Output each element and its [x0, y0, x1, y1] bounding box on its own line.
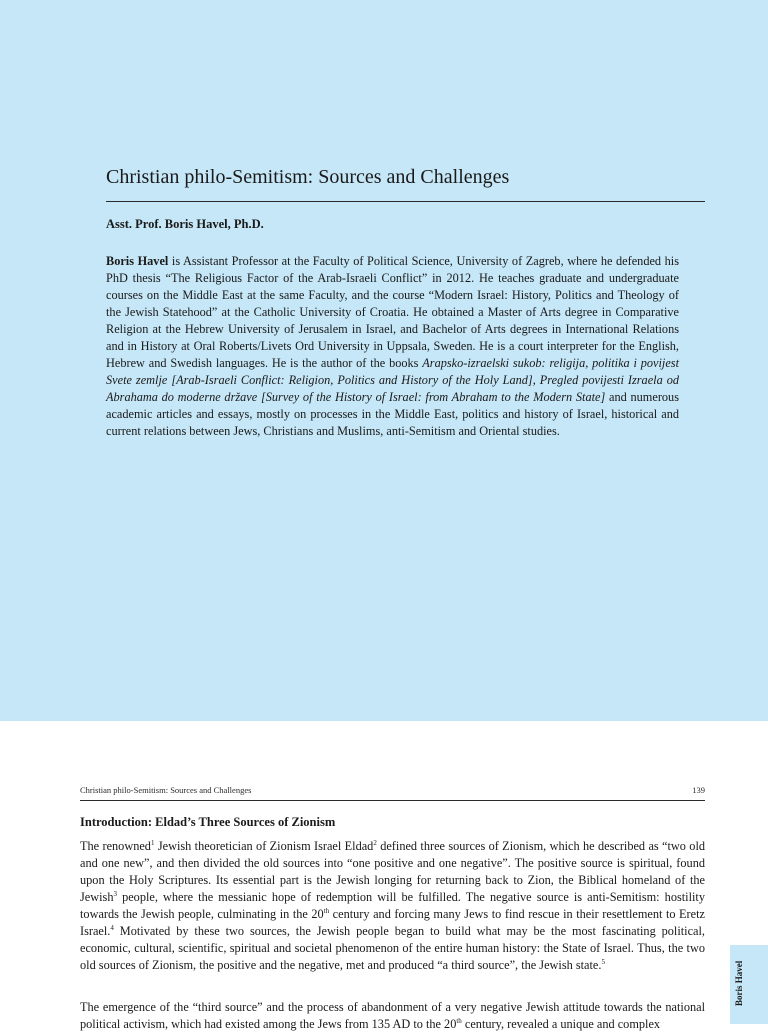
footnote-ref-3[interactable]: 3: [113, 889, 117, 898]
p1-text-e: century and forcing many Jews to find rescue in their resettlement to Eretz Israel.: [80, 907, 705, 938]
ordinal-suffix: th: [323, 906, 330, 915]
footnote-ref-4[interactable]: 4: [110, 923, 114, 932]
author-name: Asst. Prof. Boris Havel, Ph.D.: [106, 217, 264, 231]
p1-text-f: Motivated by these two sources, the Jewish people began to build what may be the most fascinating political, economic, cultural, scientific, spiritual and societal phenomenon of the entire human history: the State of Israel. Thus, the two old sources of Zionism, the positive and the negative, met and produced “a third source”, the Jewish state.: [80, 924, 705, 972]
footnote-ref-1[interactable]: 1: [150, 838, 155, 847]
p1-text-d: people, where the messianic hope of redemption will be fulfilled. The negative source is anti-Semitism: hostility towards the Jewish people, culminating in the 20: [80, 890, 705, 921]
title-divider: [106, 201, 705, 202]
running-head: Christian philo-Semitism: Sources and Challenges: [80, 785, 252, 795]
side-tab-label: Boris Havel: [734, 960, 744, 1006]
bio-text-1: is Assistant Professor at the Faculty of Political Science, University of Zagreb, where he defended his PhD thesis “The Religious Factor of the Arab-Israeli Conflict” in 2012. He teaches graduate and undergraduate courses on the Middle East at the same Faculty, and the course “Modern Israel: History, Politics and Theology of the Jewish Statehood” at the Catholic University of Croatia. He obtained a Master of Arts degree in Comparative Religion at the Hebrew University of Jerusalem in Israel, and Bachelor of Arts degrees in International Relations and in History at Oral Roberts/Livets Ord University in Uppsala, Sweden. He is a court interpreter for the English, Hebrew and Swedish languages. He is the author of the books: [106, 254, 679, 370]
section-heading: Introduction: Eldad’s Three Sources of Zionism: [80, 815, 336, 829]
p1-text-b: Jewish theoretician of Zionism Israel Eldad: [154, 839, 374, 853]
bio-name: Boris Havel: [106, 254, 169, 268]
ordinal-suffix-2: th: [456, 1016, 462, 1025]
p2-text-b: century, revealed a unique and complex: [461, 1017, 661, 1031]
body-paragraph-2: [80, 999, 705, 1033]
article-title: Christian philo-Semitism: Sources and Challenges: [106, 166, 510, 188]
author-bio: [106, 253, 679, 440]
footnote-ref-2[interactable]: 2: [373, 838, 377, 847]
p1-text-a: The renowned: [80, 839, 151, 853]
bio-text-2: and numerous academic articles and essays, mostly on processes in the Middle East, politics and history of Israel, historical and current relations between Jews, Christians and Muslims, anti-Semitism and Oriental studies.: [106, 390, 679, 438]
running-head-divider: [80, 800, 705, 801]
page-number: 139: [692, 785, 705, 795]
p1-text-c: defined three sources of Zionism, which he described as “two old and one new”, and then divided the old sources into “one positive and one negative”. The positive source is spiritual, found upon the Holy Scriptures. Its essential part is the Jewish longing for returning back to Zion, the Biblical homeland of the Jewish: [80, 839, 706, 904]
footnote-ref-5[interactable]: 5: [601, 957, 605, 966]
p2-text-a: The emergence of the “third source” and the process of abandonment of a very negative Jewish attitude towards the national political activism, which had existed among the Jews from 135 AD to the 20: [80, 1000, 705, 1031]
body-paragraph-1: [80, 838, 705, 974]
bio-books-italic: Arapsko-izraelski sukob: religija, politika i povijest Svete zemlje [Arab-Israeli Conflict: Religion, Politics and History of the Holy Land], Pregled povijesti Izraela od Abrahama do moderne države [Survey of the History of Israel: from Abraham to the Modern State]: [106, 356, 679, 404]
